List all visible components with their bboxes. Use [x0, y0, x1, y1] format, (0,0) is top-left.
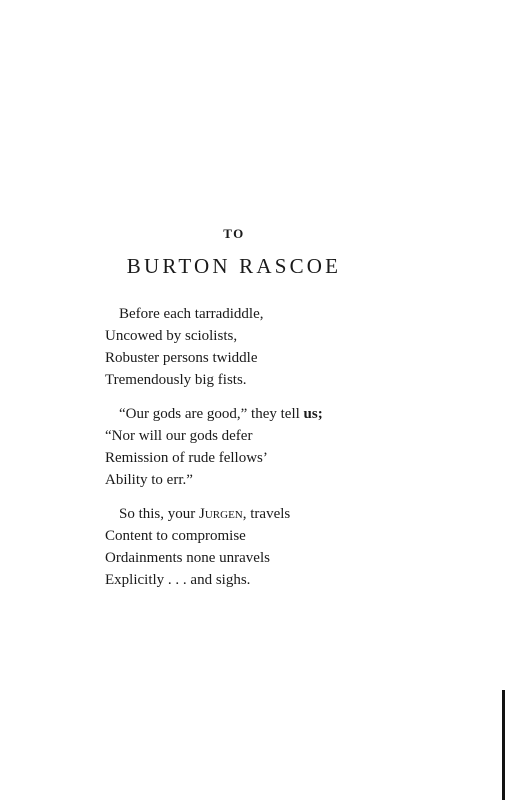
poem-line: Ordainments none unravels [105, 550, 270, 566]
title-jurgen: Jurgen [199, 506, 243, 522]
poem-line: Robuster persons twiddle [105, 350, 258, 366]
poem-line-text: , travels [242, 506, 291, 522]
dedication-poem [105, 303, 405, 603]
poem-line: Tremendously big fists. [105, 372, 247, 388]
poem-line: Remission of rude fellows’ [105, 450, 268, 466]
poem-line-text: So this, your [119, 506, 200, 522]
poem-line: Explicitly . . . and sighs. [105, 572, 251, 588]
stanza-3 [105, 503, 405, 591]
poem-line-text: “Our gods are good,” they tell [119, 406, 304, 422]
emphasis-us: us [303, 406, 318, 422]
dedication-to: TO [223, 226, 245, 241]
poem-line: “Nor will our gods defer [105, 428, 253, 444]
poem-line [105, 503, 405, 525]
poem-line [105, 403, 405, 425]
dedicatee-name: BURTON RASCOE [126, 254, 342, 278]
poem-line: Before each tarradiddle, [119, 306, 264, 322]
poem-line: Content to compromise [105, 528, 246, 544]
stanza-1 [105, 303, 405, 391]
poem-line: Uncowed by sciolists, [105, 328, 238, 344]
poem-line: Ability to err.” [105, 472, 193, 488]
poem-line-punct: ; [317, 406, 323, 422]
stanza-2 [105, 403, 405, 491]
